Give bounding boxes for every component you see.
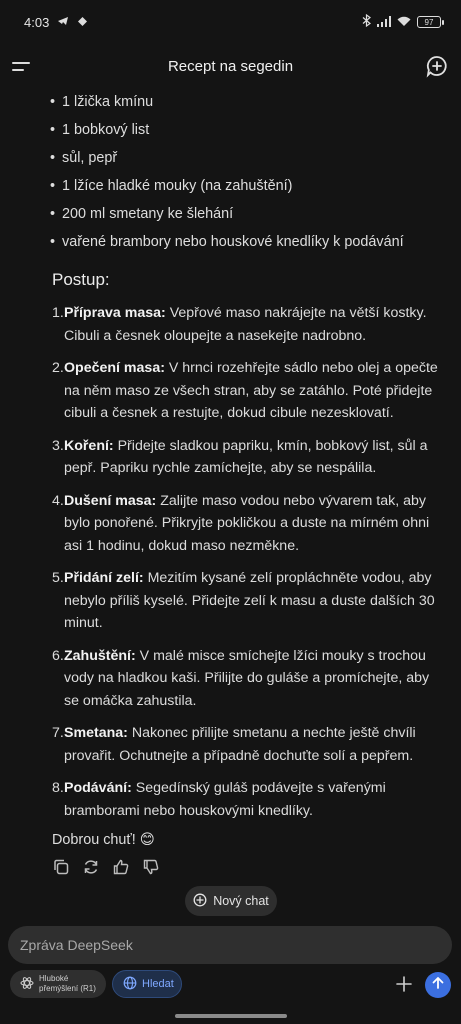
step-number: 4. <box>52 492 64 509</box>
page-title: Recept na segedin <box>167 57 294 75</box>
signal-icon <box>377 15 391 30</box>
status-left <box>24 15 88 30</box>
status-time: 4:03 <box>24 14 50 30</box>
step-number: 2. <box>52 360 64 376</box>
step-item <box>52 645 443 713</box>
list-item: • 1 lžíce hladké mouky (na zahuštění) <box>52 172 443 200</box>
step-number: 6. <box>52 647 64 664</box>
battery-icon: 97 <box>417 16 441 28</box>
new-chat-pill-icon <box>193 893 207 910</box>
telegram-icon <box>57 15 69 30</box>
step-number: 1. <box>52 305 64 321</box>
step-text: Zalijte maso vodou nebo vývarem tak, aby bylo ponořené. Přikryjte pokličkou a duste na mírném ohni asi 1 hodinu, dokud maso nezměkne. <box>64 492 430 554</box>
message-content <box>0 88 461 876</box>
closing-text: Dobrou chuť! 😊 <box>52 832 155 848</box>
copy-icon[interactable] <box>52 858 70 876</box>
status-right <box>362 14 441 30</box>
list-item: • sůl, pepř <box>52 144 443 172</box>
app-notification-icon <box>77 15 88 30</box>
home-indicator <box>175 1014 287 1018</box>
step-item <box>52 567 443 635</box>
deep-think-toggle[interactable] <box>10 970 106 998</box>
status-bar <box>0 0 461 44</box>
message-input-placeholder: Zpráva DeepSeek <box>20 937 133 953</box>
send-button[interactable] <box>425 972 451 998</box>
atom-icon <box>20 976 34 993</box>
step-item <box>52 435 443 480</box>
step-text: V hrnci rozehřejte sádlo nebo olej a opečte na něm maso ze všech stran, aby se zatáhlo. Poté přidejte cibuli a česnek a restujte, dokud cibule nezesklovatí. <box>64 360 438 421</box>
message-actions <box>52 858 443 876</box>
step-label: Koření: <box>64 437 114 454</box>
thumbs-up-icon[interactable] <box>112 858 130 876</box>
step-text: Nakonec přilijte smetanu a nechte ještě chvíli provařit. Ochutnejte a případně dochuťte solí a pepřem. <box>64 725 416 764</box>
step-label: Opečení masa: <box>64 360 165 376</box>
step-label: Dušení masa: <box>64 492 157 509</box>
list-item: • vařené brambory nebo houskové knedlíky k podávání <box>52 228 443 256</box>
deep-think-label-line2: přemýšlení (R1) <box>39 984 96 993</box>
step-number: 5. <box>52 570 64 586</box>
step-item <box>52 490 443 558</box>
steps-list <box>52 302 443 822</box>
list-item: • 1 bobkový list <box>52 116 443 144</box>
app-header <box>0 44 461 88</box>
step-label: Přidání zelí: <box>64 570 144 586</box>
step-text: Segedínský guláš podávejte s vařenými bramborami nebo houskovými knedlíky. <box>64 780 386 819</box>
message-input[interactable] <box>8 926 452 964</box>
step-label: Zahuštění: <box>64 647 136 664</box>
step-label: Podávání: <box>64 780 132 796</box>
globe-icon <box>123 976 137 993</box>
search-toggle-label: Hledat <box>142 978 174 990</box>
procedure-heading: Postup: <box>52 270 110 289</box>
arrow-up-icon <box>431 976 445 995</box>
step-text: V malé misce smíchejte lžíci mouky s trochou vody na hladkou kaši. Přilijte do guláše a promíchejte, aby se omáčka zahustila. <box>64 647 430 709</box>
new-chat-label: Nový chat <box>213 894 269 908</box>
step-label: Smetana: <box>64 725 128 741</box>
step-text: Vepřové maso nakrájejte na větší kostky. Cibuli a česnek oloupejte a nasekejte nadrobno. <box>64 305 427 344</box>
step-item <box>52 357 443 425</box>
step-number: 3. <box>52 437 64 454</box>
new-chat-button[interactable] <box>185 886 277 916</box>
step-item <box>52 722 443 767</box>
step-number: 8. <box>52 780 64 796</box>
bluetooth-icon <box>362 14 371 30</box>
step-item <box>52 302 443 347</box>
step-text: Přidejte sladkou papriku, kmín, bobkový list, sůl a pepř. Papriku rychle zamíchejte, aby se nespálila. <box>64 437 428 476</box>
composer-toolbar <box>0 970 461 1002</box>
search-toggle[interactable] <box>112 970 182 998</box>
wifi-icon <box>397 15 411 30</box>
step-label: Příprava masa: <box>64 305 166 321</box>
list-item: • 200 ml smetany ke šlehání <box>52 200 443 228</box>
attach-plus-icon[interactable] <box>394 974 414 994</box>
regenerate-icon[interactable] <box>82 858 100 876</box>
step-number: 7. <box>52 725 64 741</box>
step-item <box>52 777 443 822</box>
thumbs-down-icon[interactable] <box>142 858 160 876</box>
list-item: • 1 lžička kmínu <box>52 88 443 116</box>
menu-icon[interactable] <box>12 54 36 78</box>
deep-think-label-line1: Hluboké <box>39 974 69 983</box>
ingredients-list <box>52 88 443 256</box>
step-text: Mezitím kysané zelí propláchněte vodou, aby nebylo příliš kyselé. Přidejte zelí k masu a duste dalších 30 minut. <box>64 570 435 631</box>
new-chat-icon[interactable] <box>425 54 449 78</box>
deep-think-label <box>39 974 96 994</box>
